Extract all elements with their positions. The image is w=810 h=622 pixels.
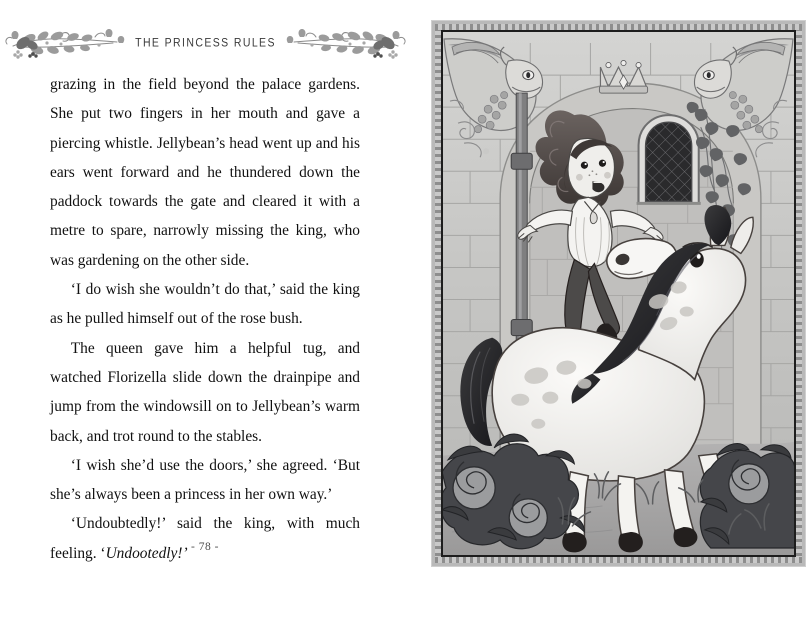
running-head (28, 22, 383, 64)
paragraph-5 (50, 509, 360, 568)
floral-vine-left-icon (0, 26, 129, 60)
floral-vine-right-icon (282, 26, 412, 60)
paragraph-3: The queen gave him a helpful tug, and watched Florizella slide down the drainpipe and jump from the windowsill on to Jellybean’s warm back, and trot round to the stables. (50, 339, 360, 445)
paragraph-5-plain: ‘Undoubtedly!’ said the king, with much feeling. ‘ (50, 515, 360, 562)
gothic-lattice-window (637, 115, 701, 203)
page-number: - 78 - (191, 541, 219, 553)
running-head-title: THE PRINCESS RULES (135, 35, 276, 51)
paragraph-4: ‘I wish she’d use the doors,’ she agreed. ‘But she’s always been a princess in her own way.’ (50, 456, 360, 504)
rose-bush-left (442, 434, 584, 549)
eye-left (581, 162, 588, 169)
eye-right (599, 160, 606, 167)
illustration-canvas (441, 30, 796, 557)
paragraph-1: grazing in the field beyond the palace gardens. She put two fingers in her mouth and gave a piercing whistle. Jellybean’s head went up and his ears went forward and he thundered down the paddock towards the gate and cleared it with a metre to spare, narrowly missing the king, who was gardening on the other side. (50, 76, 360, 269)
paragraph-2: ‘I do wish she wouldn’t do that,’ said the king as he pulled himself out of the rose bush. (50, 281, 360, 328)
hoof-2 (619, 532, 643, 552)
paragraph-5-italic: Undootedly!’ (105, 544, 188, 562)
hoof-1 (562, 532, 586, 552)
rose-bloom (509, 499, 547, 537)
hoof-3 (674, 527, 698, 547)
face (568, 138, 615, 197)
right-illustration-page (410, 0, 810, 622)
story-body-text (50, 70, 360, 568)
illustration-frame (432, 21, 805, 566)
princess-leaping-to-horse-illustration (442, 31, 795, 556)
